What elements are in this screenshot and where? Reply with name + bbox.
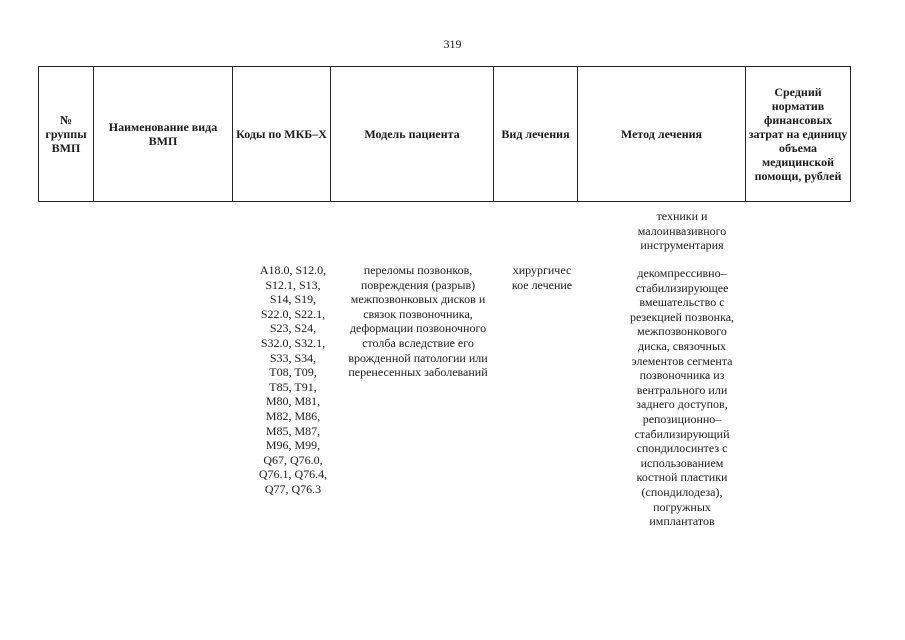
text-line: малоинвазивного — [637, 223, 727, 238]
text-line: T85, T91, — [269, 379, 317, 394]
text-line: M80, M81, — [265, 394, 321, 409]
text-line: связок позвоночника, — [363, 306, 473, 321]
header-icd-codes: Коды по МКБ–X — [233, 67, 331, 202]
text-line: переломы позвонков, — [363, 263, 473, 277]
text-line: S32.0, S32.1, — [260, 335, 326, 350]
text-line: элементов сегмента — [631, 353, 733, 368]
text-line: декомпрессивно– — [637, 266, 727, 280]
text-line: хирургичес — [512, 263, 572, 277]
text-line: диска, связочных — [637, 338, 727, 353]
page-number: 319 — [443, 37, 462, 51]
text-line: стабилизирующее — [635, 280, 729, 295]
text-line: S22.0, S22.1, — [260, 306, 326, 321]
text-line: столба вследствие его — [362, 335, 474, 350]
text-line: репозиционно– — [642, 411, 722, 426]
text-line: S23, S24, — [269, 321, 317, 336]
header-treatment-method: Метод лечения — [578, 67, 746, 202]
text-line: деформации позвоночного — [349, 321, 487, 336]
text-line: вмешательство с — [639, 295, 725, 310]
text-line: межпозвонкового — [637, 324, 727, 339]
text-line: S33, S34, — [269, 350, 317, 365]
header-vmp-name: Наименование вида ВМП — [94, 67, 233, 202]
text-line: S14, S19, — [269, 292, 317, 307]
text-line: перенесенных заболеваний — [348, 365, 488, 380]
text-line: кое лечение — [511, 277, 573, 292]
text-line: заднего доступов, — [636, 397, 728, 412]
text-line: Q67, Q76.0, — [263, 452, 323, 467]
header-group-no: № группы ВМП — [39, 67, 94, 202]
text-line: T08, T09, — [269, 365, 317, 380]
patient-model-cell — [338, 263, 498, 380]
text-line: резекцией позвонка, — [629, 309, 735, 324]
text-line: повреждения (разрыв) — [360, 277, 476, 292]
text-line: использованием — [640, 455, 724, 470]
text-line: M96, M99, — [265, 438, 321, 453]
method-continuation-cell — [612, 209, 752, 253]
text-line: имплантатов — [649, 514, 715, 529]
text-line: S12.1, S13, — [265, 277, 321, 292]
text-line: Q76.1, Q76.4, — [258, 467, 328, 482]
text-line: M82, M86, — [265, 408, 321, 423]
text-line: спондилосинтез с — [636, 441, 728, 456]
text-line: A18.0, S12.0, — [259, 263, 327, 277]
table-header — [38, 66, 851, 202]
text-line: инструментария — [640, 238, 724, 253]
header-avg-cost: Средний норматив финансовых затрат на единицу объема медицинской помощи, рублей — [746, 67, 851, 202]
text-line: позвоночника из — [639, 368, 725, 383]
text-line: врожденной патологии или — [348, 350, 488, 365]
text-line: костной пластики — [636, 470, 728, 485]
text-line: межпозвонковых дисков и — [350, 292, 486, 307]
text-line: техники и — [656, 209, 708, 223]
icd-codes-cell — [236, 263, 350, 497]
text-line: вентрального или — [636, 382, 728, 397]
text-line: Q77, Q76.3 — [264, 481, 322, 496]
text-line: M85, M87, — [265, 423, 321, 438]
text-line: стабилизирующий — [634, 426, 730, 441]
treatment-type-cell — [498, 263, 586, 292]
treatment-method-cell — [612, 266, 752, 529]
header-treatment-type: Вид лечения — [494, 67, 578, 202]
text-line: (спондилодеза), — [641, 484, 723, 499]
text-line: погружных — [653, 499, 711, 514]
header-patient-model: Модель пациента — [331, 67, 494, 202]
